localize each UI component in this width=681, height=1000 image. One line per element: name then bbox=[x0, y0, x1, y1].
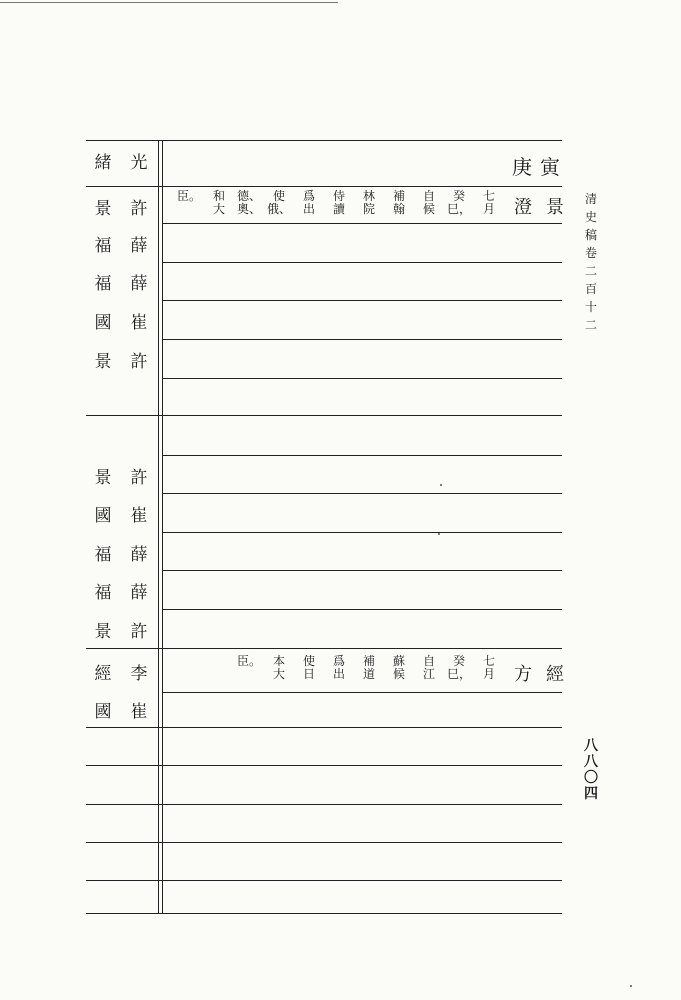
name-cell bbox=[86, 614, 158, 644]
row-rule bbox=[162, 339, 562, 340]
entry1-char: 臣。 bbox=[177, 189, 202, 203]
entry2-char: 癸 bbox=[452, 654, 465, 668]
name-char: 許 bbox=[130, 621, 150, 642]
entry2-column bbox=[448, 655, 470, 681]
entry2-column bbox=[388, 655, 410, 681]
name-char: 福 bbox=[94, 235, 114, 256]
reign-name bbox=[86, 145, 158, 175]
entry2-column bbox=[268, 655, 290, 681]
row-rule bbox=[86, 727, 562, 728]
entry1-char: 俄、 bbox=[267, 202, 292, 216]
name-char: 崔 bbox=[130, 312, 150, 333]
entry1-char: 出 bbox=[302, 202, 315, 216]
name-cell bbox=[86, 575, 158, 605]
entry2-name bbox=[506, 660, 570, 686]
name-char: 景 bbox=[94, 351, 114, 372]
row-rule bbox=[86, 186, 562, 187]
name-char: 景 bbox=[94, 198, 114, 219]
entry2-char: 道 bbox=[362, 667, 375, 681]
speck bbox=[438, 533, 440, 535]
entry1-column bbox=[238, 190, 260, 216]
row-rule bbox=[162, 223, 562, 224]
name-cell bbox=[86, 537, 158, 567]
entry2-char: 使 bbox=[302, 654, 315, 668]
name-char: 景 bbox=[94, 467, 114, 488]
entry2-char: 日 bbox=[302, 667, 315, 681]
entry1-char: 巳， bbox=[447, 202, 472, 216]
name-char: 薛 bbox=[130, 235, 150, 256]
entry1-char: 使 bbox=[272, 189, 285, 203]
entry1-char: 補 bbox=[392, 189, 405, 203]
name-char: 崔 bbox=[130, 701, 150, 722]
name-cell bbox=[86, 305, 158, 335]
entry2-char: 月 bbox=[482, 667, 495, 681]
entry1-char: 候 bbox=[422, 202, 435, 216]
entry2-text bbox=[230, 655, 500, 681]
entry1-char: 院 bbox=[362, 202, 375, 216]
entry1-name-char: 景 bbox=[546, 197, 570, 218]
entry2-char: 蘇 bbox=[392, 654, 405, 668]
name-cell bbox=[86, 191, 158, 221]
entry1-char: 翰 bbox=[392, 202, 405, 216]
entry1-column bbox=[268, 190, 290, 216]
entry2-char: 巳， bbox=[447, 667, 472, 681]
name-cell bbox=[86, 498, 158, 528]
entry2-char: 出 bbox=[332, 667, 345, 681]
entry1-char: 林 bbox=[362, 189, 375, 203]
entry1-name bbox=[506, 193, 570, 219]
left-column-divider-2 bbox=[162, 140, 163, 913]
name-char: 國 bbox=[94, 701, 114, 722]
entry2-char: 江 bbox=[422, 667, 435, 681]
name-char: 許 bbox=[130, 467, 150, 488]
name-char: 福 bbox=[94, 544, 114, 565]
entry1-char: 七 bbox=[482, 189, 495, 203]
name-char: 許 bbox=[130, 351, 150, 372]
name-char: 許 bbox=[130, 198, 150, 219]
entry2-char: 補 bbox=[362, 654, 375, 668]
name-cell bbox=[86, 460, 158, 490]
row-rule bbox=[86, 842, 562, 843]
entry2-char: 候 bbox=[392, 667, 405, 681]
name-cell bbox=[86, 228, 158, 258]
speck bbox=[440, 484, 442, 486]
row-rule bbox=[162, 532, 562, 533]
name-char: 薛 bbox=[130, 273, 150, 294]
name-char: 景 bbox=[94, 621, 114, 642]
row-rule bbox=[86, 804, 562, 805]
entry2-char: 自 bbox=[422, 654, 435, 668]
entry1-column bbox=[208, 190, 230, 216]
entry2-name-char: 方 bbox=[514, 664, 538, 685]
row-rule bbox=[162, 262, 562, 263]
entry1-char: 癸 bbox=[452, 189, 465, 203]
entry1-column bbox=[418, 190, 440, 216]
page-number-char: 〇 bbox=[584, 770, 598, 786]
side-title-char: 二 bbox=[584, 264, 597, 278]
entry1-column bbox=[298, 190, 320, 216]
side-title-char: 清 bbox=[584, 192, 597, 206]
side-title-char: 二 bbox=[584, 318, 597, 332]
left-column-divider bbox=[158, 140, 159, 913]
name-cell bbox=[86, 266, 158, 296]
row-rule bbox=[162, 455, 562, 456]
side-title-char: 稿 bbox=[584, 228, 597, 242]
entry2-column bbox=[478, 655, 500, 681]
entry1-name-char: 澄 bbox=[514, 197, 538, 218]
entry1-column bbox=[358, 190, 380, 216]
row-rule bbox=[86, 648, 562, 649]
entry1-text bbox=[170, 190, 500, 216]
entry2-name-char: 經 bbox=[546, 664, 570, 685]
entry2-column bbox=[238, 655, 260, 668]
name-cell bbox=[86, 694, 158, 724]
entry1-column bbox=[328, 190, 350, 216]
name-char: 國 bbox=[94, 312, 114, 333]
row-rule bbox=[162, 493, 562, 494]
row-rule bbox=[86, 765, 562, 766]
entry1-char: 讀 bbox=[332, 202, 345, 216]
side-title-char: 十 bbox=[584, 300, 597, 314]
entry1-column bbox=[478, 190, 500, 216]
entry1-column bbox=[388, 190, 410, 216]
entry1-char: 爲 bbox=[302, 189, 315, 203]
table-bottom-rule bbox=[86, 913, 562, 914]
entry2-column bbox=[298, 655, 320, 681]
entry1-char: 和 bbox=[212, 189, 225, 203]
row-rule bbox=[86, 415, 562, 416]
name-cell bbox=[86, 344, 158, 374]
entry2-char: 臣。 bbox=[237, 654, 262, 668]
row-rule bbox=[162, 692, 562, 693]
reign-char-2: 緒 bbox=[94, 152, 114, 173]
entry1-char: 奧、 bbox=[237, 202, 262, 216]
entry1-char: 自 bbox=[422, 189, 435, 203]
reign-char-1: 光 bbox=[130, 152, 150, 173]
entry1-column bbox=[448, 190, 470, 216]
name-char: 福 bbox=[94, 582, 114, 603]
name-char: 薛 bbox=[130, 544, 150, 565]
row-rule bbox=[162, 378, 562, 379]
entry1-char: 德、 bbox=[237, 189, 262, 203]
name-char: 崔 bbox=[130, 505, 150, 526]
name-char: 福 bbox=[94, 273, 114, 294]
entry1-column bbox=[178, 190, 200, 203]
side-title-char: 卷 bbox=[584, 246, 597, 260]
page-number-char: 四 bbox=[584, 786, 598, 802]
row-rule bbox=[86, 880, 562, 881]
entry2-char: 七 bbox=[482, 654, 495, 668]
name-char: 經 bbox=[94, 663, 114, 684]
entry1-char: 月 bbox=[482, 202, 495, 216]
entry2-char: 爲 bbox=[332, 654, 345, 668]
name-cell bbox=[86, 656, 158, 686]
entry2-column bbox=[358, 655, 380, 681]
entry2-char: 大 bbox=[272, 667, 285, 681]
entry2-char: 本 bbox=[272, 654, 285, 668]
page-number bbox=[580, 738, 602, 802]
name-char: 國 bbox=[94, 505, 114, 526]
side-title-char: 史 bbox=[584, 210, 597, 224]
side-running-title bbox=[582, 190, 600, 334]
page-number-char: 八 bbox=[584, 754, 598, 770]
table-top-rule bbox=[86, 140, 562, 141]
side-title-char: 百 bbox=[584, 282, 597, 296]
row-rule bbox=[162, 609, 562, 610]
speck bbox=[630, 985, 632, 987]
entry1-char: 大 bbox=[212, 202, 225, 216]
entry1-char: 侍 bbox=[332, 189, 345, 203]
entry2-column bbox=[418, 655, 440, 681]
year-title: 庚寅 bbox=[512, 155, 568, 179]
page-number-char: 八 bbox=[584, 738, 598, 754]
entry2-column bbox=[328, 655, 350, 681]
name-char: 李 bbox=[130, 663, 150, 684]
name-char: 薛 bbox=[130, 582, 150, 603]
row-rule bbox=[162, 300, 562, 301]
row-rule bbox=[162, 570, 562, 571]
